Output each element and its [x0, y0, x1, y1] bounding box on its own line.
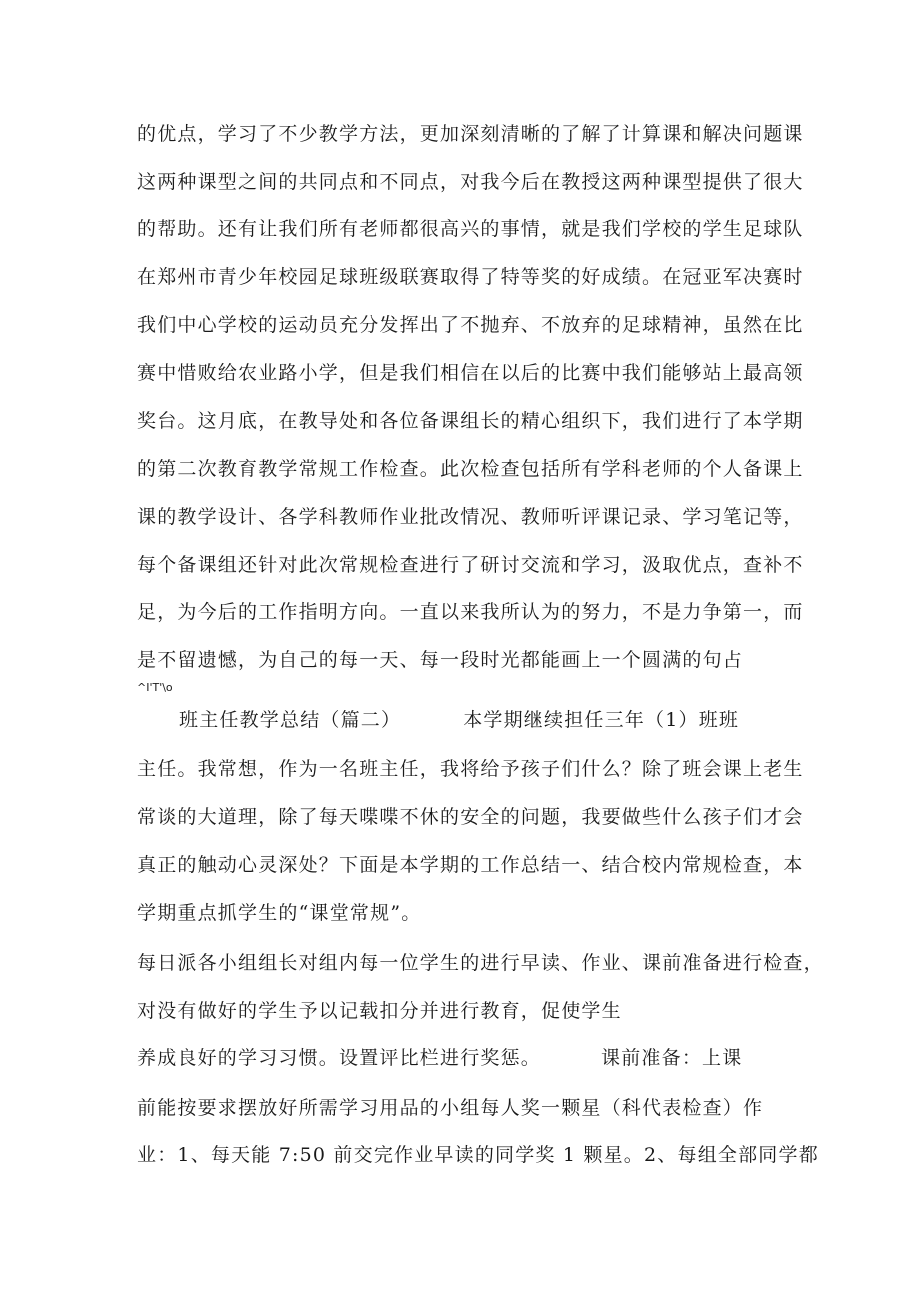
text-line: 这两种课型之间的共同点和不同点，对我今后在教授这两种课型提供了很大	[137, 171, 804, 193]
text-line: 对没有做好的学生予以记载扣分并进行教育，促使学生	[137, 1000, 622, 1022]
text-segment: 课前准备：上课	[601, 1047, 743, 1069]
text-line: 课的教学设计、各学科教师作业批改情况、教师听评课记录、学习笔记等，	[137, 506, 804, 528]
section-intro: 本学期继续担任三年（1）班班	[463, 709, 740, 731]
text-segment: 养成良好的学习习惯。设置评比栏进行奖惩。	[137, 1047, 542, 1069]
text-line	[137, 1046, 742, 1070]
text-line: 的优点，学习了不少教学方法，更加深刻清晰的了解了计算课和解决问题课	[137, 123, 804, 145]
text-line: 奖台。这月底，在教导处和各位备课组长的精心组织下，我们进行了本学期	[137, 410, 804, 432]
text-line: 常谈的大道理，除了每天喋喋不休的安全的问题，我要做些什么孩子们才会	[137, 806, 804, 828]
text-line: 业：1、每天能 7:50 前交完作业早读的同学奖 1 颗星。2、每组全部同学都	[137, 1144, 819, 1166]
text-line: 足，为今后的工作指明方向。一直以来我所认为的努力，不是力争第一，而	[137, 601, 804, 623]
ocr-artifact-text: ^I'T'\o	[137, 681, 173, 694]
text-line: 的第二次教育教学常规工作检查。此次检查包括所有学科老师的个人备课上	[137, 458, 804, 480]
text-line: 我们中心学校的运动员充分发挥出了不抛弃、不放弃的足球精神，虽然在比	[137, 314, 804, 336]
section-heading	[179, 708, 739, 732]
text-line: 学期重点抓学生的“课堂常规”。	[137, 902, 422, 924]
text-line: 前能按要求摆放好所需学习用品的小组每人奖一颗星（科代表检查）作	[137, 1097, 764, 1119]
text-line: 主任。我常想，作为一名班主任，我将给予孩子们什么？除了班会课上老生	[137, 758, 804, 780]
text-line: 每个备课组还针对此次常规检查进行了研讨交流和学习，汲取优点，查补不	[137, 554, 804, 576]
text-line: 是不留遗憾，为自己的每一天、每一段时光都能画上一个圆满的句占	[137, 649, 744, 671]
section-title: 班主任教学总结（篇二）	[179, 709, 402, 731]
text-line: 在郑州市青少年校园足球班级联赛取得了特等奖的好成绩。在冠亚军决赛时	[137, 266, 804, 288]
text-line: 的帮助。还有让我们所有老师都很高兴的事情，就是我们学校的学生足球队	[137, 218, 804, 240]
text-line: 每日派各小组组长对组内每一位学生的进行早读、作业、课前准备进行检查，	[137, 952, 824, 974]
text-line: 真正的触动心灵深处？下面是本学期的工作总结一、结合校内常规检查，本	[137, 854, 804, 876]
text-line: 赛中惜败给农业路小学，但是我们相信在以后的比赛中我们能够站上最高领	[137, 362, 804, 384]
